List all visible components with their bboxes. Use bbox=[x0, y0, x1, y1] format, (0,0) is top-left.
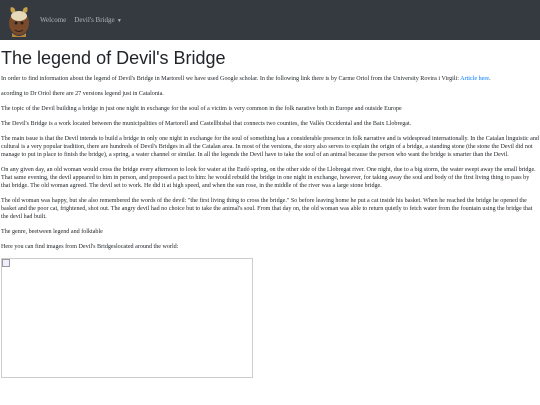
bridge-image bbox=[1, 258, 253, 378]
intro-paragraph bbox=[1, 75, 539, 83]
nav-devils-bridge-dropdown[interactable] bbox=[74, 16, 122, 24]
navbar bbox=[0, 0, 540, 40]
page-title: The legend of Devil's Bridge bbox=[1, 48, 226, 68]
nav-devils-bridge-label: Devil's Bridge bbox=[74, 16, 115, 24]
ending-paragraph: The old woman was happy, but she also remembered the words of the devil: "the first living thing to cross the bridge." So before leaving home he put a cat inside his basket. When he reached the bridge he opened the basket and the poor cat, frightened, shot out. The angry devil had no choice but to take the animal's soul. From that day on, the old woman was able to return quietly to fetch water from the fountain using the bridge that the devil had built. bbox=[1, 198, 533, 220]
article-link[interactable]: Article here bbox=[460, 76, 490, 82]
intro-end: . bbox=[489, 76, 491, 82]
intro-text: In order to find information about the legend of Devil's Bridge in Martorell we have used Google scholar. In the following link there is by Carme Oriol from the University Rovira i Virgili: bbox=[1, 76, 461, 82]
topic-paragraph: The topic of the Devil building a bridge in just one night in exchange for the soul of a victim is very common in the folk narative both in Europe and outside Europe bbox=[1, 106, 402, 112]
versions-paragraph: acording to Dr Oriol there are 27 versions legend just in Catalonia. bbox=[1, 91, 164, 97]
nav-welcome-link[interactable]: Welcome bbox=[40, 16, 67, 24]
main-issue-paragraph: The main issue is that the Devil intends to build a bridge in only one night in exchange for the soul of something has a considerable presence in folk narrative and is widespread internationally. In the Catalan linguistic and cultural is a very popular tradition, there are hundreds of Devil's Bridges in all the Catalan area. In most of the versions, the story also serves to explain the origin of a bridge, a standing stone (the stone the Devil did not manage to put in place to finish the bridge), a spring, a water channel or similar. In all the legends the Devil have to take the soul of an animal because the person who want the bridge is smarter than the Devil. bbox=[1, 136, 539, 158]
broken-image-icon bbox=[2, 259, 10, 267]
main-content bbox=[0, 48, 540, 378]
story-paragraph: On any given day, an old woman would cross the bridge every afternoon to look for water at the Eudó spring, on the other side of the Llobregat river. One night, due to a big storm, the water swept away the small bridge. That same evening, the devil appeared to him in person, and proposed a pact to him: he would rebuild the bridge in one night in exchange, however, for taking away the soul and body of the first living thing to pass by that bridge. The old woman agreed. The devil set to work. He did it at high speed, and when the sun rose, in the middle of the river was a large stone bridge. bbox=[1, 167, 536, 189]
genre-paragraph: The genre, beetween legend and folktable bbox=[1, 229, 103, 235]
images-intro-paragraph: Here you can find images from Devil's Bridgeslocated around the world: bbox=[1, 244, 179, 250]
devil-head-logo-icon[interactable] bbox=[6, 3, 32, 37]
location-paragraph: The Devil's Bridge is a work located between the municipalities of Martorell and Castellbisbal that connects two counties, the Vallès Occidental and the Baix Llobregat. bbox=[1, 121, 412, 127]
chevron-down-icon: ▼ bbox=[115, 19, 122, 24]
